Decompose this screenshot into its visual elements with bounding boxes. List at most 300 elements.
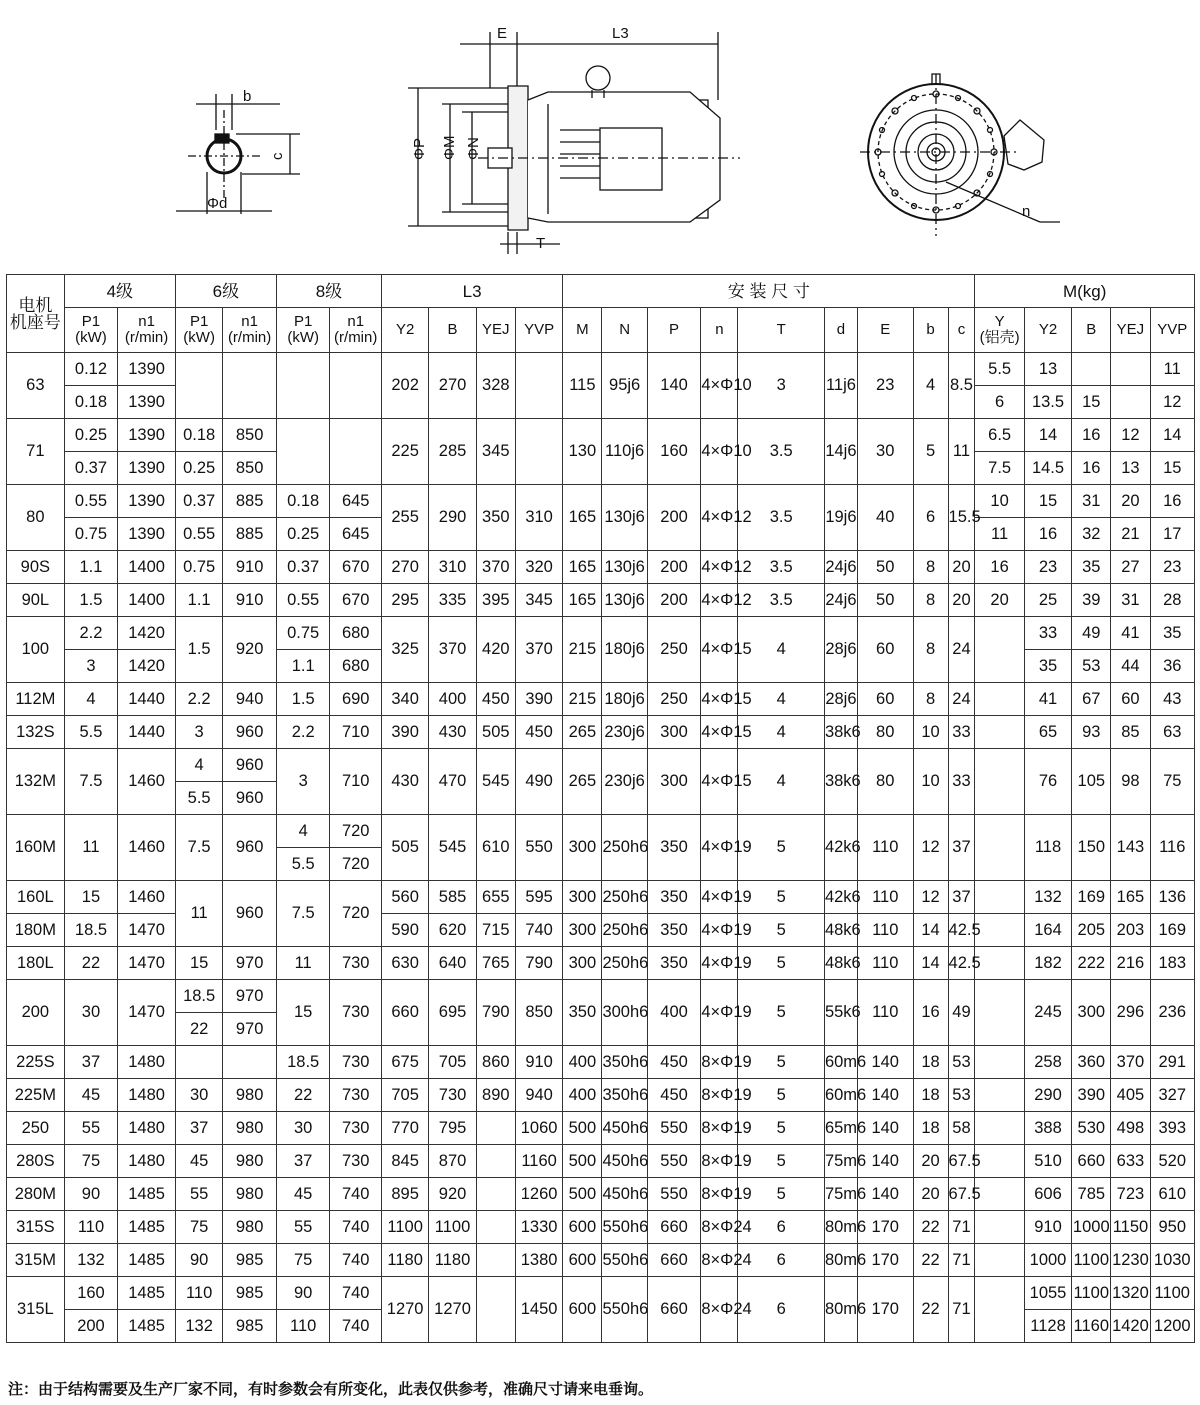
table-cell: 48k6 xyxy=(824,947,857,980)
table-cell: 730 xyxy=(330,980,382,1046)
table-cell: 450 xyxy=(647,1046,701,1079)
table-cell: 75 xyxy=(276,1244,330,1277)
front-n-label: n xyxy=(1022,203,1031,220)
side-L3-label: L3 xyxy=(612,25,629,42)
table-cell: 20 xyxy=(913,1145,948,1178)
table-cell: 105 xyxy=(1072,749,1111,815)
table-cell: 90 xyxy=(64,1178,118,1211)
table-cell: 165 xyxy=(563,551,602,584)
table-cell: 1390 xyxy=(118,518,176,551)
table-cell: 400 xyxy=(647,980,701,1046)
table-cell: 7.5 xyxy=(276,881,330,947)
table-cell: 1390 xyxy=(118,386,176,419)
table-cell: 110 xyxy=(857,980,913,1046)
table-cell: 236 xyxy=(1150,980,1195,1046)
table-cell: 300 xyxy=(1072,980,1111,1046)
table-cell: 165 xyxy=(563,485,602,551)
table-cell: 450h6 xyxy=(602,1178,647,1211)
table-cell: 80 xyxy=(857,716,913,749)
table-cell: 20 xyxy=(975,584,1024,617)
table-cell: 80m6 xyxy=(824,1277,857,1343)
table-cell: 180j6 xyxy=(602,683,647,716)
table-cell xyxy=(975,1178,1024,1211)
table-cell: 265 xyxy=(563,749,602,815)
table-cell: 38k6 xyxy=(824,749,857,815)
table-cell: 390 xyxy=(1072,1079,1111,1112)
table-cell: 230j6 xyxy=(602,716,647,749)
dim-p-header: P xyxy=(647,308,701,353)
table-cell: 370 xyxy=(476,551,515,584)
table-cell: 110 xyxy=(857,914,913,947)
frame-cell: 280S xyxy=(7,1145,65,1178)
table-cell: 95j6 xyxy=(602,353,647,419)
table-cell: 3.5 xyxy=(738,419,825,485)
table-cell: 1.1 xyxy=(64,551,118,584)
table-cell: 0.25 xyxy=(64,419,118,452)
table-cell: 2.2 xyxy=(64,617,118,650)
table-cell: 8 xyxy=(913,584,948,617)
table-cell: 1480 xyxy=(118,1046,176,1079)
table-cell: 660 xyxy=(647,1244,701,1277)
table-cell xyxy=(476,1211,515,1244)
table-cell: 550 xyxy=(647,1145,701,1178)
table-cell: 250h6 xyxy=(602,914,647,947)
table-cell xyxy=(975,980,1024,1046)
table-cell: 42.5 xyxy=(948,947,975,980)
table-cell: 200 xyxy=(647,584,701,617)
table-cell: 17 xyxy=(1150,518,1195,551)
table-cell: 11 xyxy=(64,815,118,881)
table-cell: 10 xyxy=(913,749,948,815)
table-cell: 985 xyxy=(223,1244,277,1277)
table-cell: 65 xyxy=(1024,716,1071,749)
table-cell: 940 xyxy=(515,1079,562,1112)
table-cell: 215 xyxy=(563,617,602,683)
table-cell: 6 xyxy=(738,1211,825,1244)
table-cell: 890 xyxy=(476,1079,515,1112)
table-cell: 300 xyxy=(563,947,602,980)
table-cell: 1480 xyxy=(118,1145,176,1178)
table-cell: 1400 xyxy=(118,551,176,584)
table-cell: 940 xyxy=(223,683,277,716)
table-cell: 285 xyxy=(429,419,476,485)
table-cell: 20 xyxy=(948,551,975,584)
table-cell: 1390 xyxy=(118,419,176,452)
table-cell: 11 xyxy=(276,947,330,980)
table-row xyxy=(7,881,1195,914)
table-cell: 370 xyxy=(515,617,562,683)
table-cell: 18.5 xyxy=(64,914,118,947)
table-cell: 910 xyxy=(515,1046,562,1079)
table-cell: 740 xyxy=(515,914,562,947)
table-cell: 885 xyxy=(223,485,277,518)
table-cell: 23 xyxy=(857,353,913,419)
table-cell: 130j6 xyxy=(602,584,647,617)
table-cell: 4×Φ15 xyxy=(701,716,738,749)
table-row xyxy=(7,947,1195,980)
table-cell: 1150 xyxy=(1111,1211,1150,1244)
table-cell: 245 xyxy=(1024,980,1071,1046)
table-cell: 90 xyxy=(276,1277,330,1310)
dim-m-header: M xyxy=(563,308,602,353)
table-cell: 33 xyxy=(1024,617,1071,650)
dim-d-header: d xyxy=(824,308,857,353)
table-cell: 910 xyxy=(223,551,277,584)
table-cell: 960 xyxy=(223,716,277,749)
table-cell: 22 xyxy=(276,1079,330,1112)
table-cell: 450 xyxy=(515,716,562,749)
table-cell: 50 xyxy=(857,551,913,584)
dim-holes-header: n xyxy=(701,308,738,353)
table-cell: 5 xyxy=(738,815,825,881)
table-cell: 15 xyxy=(64,881,118,914)
table-cell: 328 xyxy=(476,353,515,419)
frame-header: 电机 机座号 xyxy=(7,275,65,353)
table-cell: 980 xyxy=(223,1211,277,1244)
table-cell: 550h6 xyxy=(602,1244,647,1277)
table-cell: 710 xyxy=(330,716,382,749)
table-cell: 1485 xyxy=(118,1277,176,1310)
table-cell: 1420 xyxy=(118,617,176,650)
frame-cell: 180L xyxy=(7,947,65,980)
table-cell: 49 xyxy=(948,980,975,1046)
table-cell: 75 xyxy=(64,1145,118,1178)
table-cell: 500 xyxy=(563,1112,602,1145)
table-cell: 0.18 xyxy=(64,386,118,419)
table-cell: 18 xyxy=(913,1046,948,1079)
table-cell: 7.5 xyxy=(175,815,222,881)
table-cell xyxy=(975,749,1024,815)
table-cell: 170 xyxy=(857,1211,913,1244)
table-cell: 545 xyxy=(429,815,476,881)
table-cell: 723 xyxy=(1111,1178,1150,1211)
dim-c-header: c xyxy=(948,308,975,353)
l3-yvp-header: YVP xyxy=(515,308,562,353)
table-cell: 655 xyxy=(476,881,515,914)
table-cell: 0.75 xyxy=(276,617,330,650)
table-cell: 1260 xyxy=(515,1178,562,1211)
table-cell: 110 xyxy=(857,881,913,914)
table-cell: 720 xyxy=(330,881,382,947)
table-cell: 50 xyxy=(857,584,913,617)
table-cell: 3 xyxy=(738,353,825,419)
table-cell xyxy=(975,716,1024,749)
table-cell: 11 xyxy=(975,518,1024,551)
table-cell: 498 xyxy=(1111,1112,1150,1145)
table-cell: 1400 xyxy=(118,584,176,617)
table-cell: 23 xyxy=(1024,551,1071,584)
table-cell: 53 xyxy=(1072,650,1111,683)
table-cell: 550h6 xyxy=(602,1277,647,1343)
table-cell: 4 xyxy=(276,815,330,848)
table-cell: 765 xyxy=(476,947,515,980)
table-cell: 55 xyxy=(276,1211,330,1244)
table-cell: 300 xyxy=(563,815,602,881)
table-cell: 8×Φ19 xyxy=(701,1112,738,1145)
table-cell: 5 xyxy=(738,1046,825,1079)
table-cell: 1.1 xyxy=(276,650,330,683)
table-cell: 90 xyxy=(175,1244,222,1277)
frame-cell: 90L xyxy=(7,584,65,617)
side-P-label: ΦP xyxy=(411,138,428,160)
table-cell: 55k6 xyxy=(824,980,857,1046)
table-cell: 8×Φ24 xyxy=(701,1277,738,1343)
table-cell: 37 xyxy=(64,1046,118,1079)
table-cell: 740 xyxy=(330,1178,382,1211)
table-cell xyxy=(476,1145,515,1178)
table-cell: 45 xyxy=(64,1079,118,1112)
L3-header: L3 xyxy=(381,275,562,308)
table-cell: 4×Φ12 xyxy=(701,485,738,551)
table-cell: 405 xyxy=(1111,1079,1150,1112)
table-cell: 140 xyxy=(857,1079,913,1112)
table-cell xyxy=(975,1046,1024,1079)
n1-6-header: n1 (r/min) xyxy=(223,308,277,353)
table-cell: 1000 xyxy=(1024,1244,1071,1277)
table-cell: 13 xyxy=(1024,353,1071,386)
table-cell: 15.5 xyxy=(948,485,975,551)
table-cell: 960 xyxy=(223,881,277,947)
table-cell: 16 xyxy=(1072,419,1111,452)
table-cell: 5.5 xyxy=(175,782,222,815)
table-cell: 450h6 xyxy=(602,1145,647,1178)
table-cell: 500 xyxy=(563,1178,602,1211)
table-cell: 980 xyxy=(223,1079,277,1112)
table-cell: 6 xyxy=(738,1244,825,1277)
table-cell: 710 xyxy=(330,749,382,815)
table-cell: 0.55 xyxy=(276,584,330,617)
table-cell: 0.25 xyxy=(175,452,222,485)
table-cell: 24j6 xyxy=(824,551,857,584)
table-cell: 740 xyxy=(330,1244,382,1277)
table-cell: 645 xyxy=(330,518,382,551)
frame-cell: 315S xyxy=(7,1211,65,1244)
table-cell: 1128 xyxy=(1024,1310,1071,1343)
table-cell: 14.5 xyxy=(1024,452,1071,485)
table-cell: 5.5 xyxy=(64,716,118,749)
table-cell: 1440 xyxy=(118,716,176,749)
table-cell: 33 xyxy=(948,716,975,749)
table-cell: 2.2 xyxy=(175,683,222,716)
motor-spec-table xyxy=(6,274,1195,1343)
table-cell: 60 xyxy=(1111,683,1150,716)
table-cell: 250h6 xyxy=(602,947,647,980)
table-cell: 110 xyxy=(857,947,913,980)
side-T-label: T xyxy=(536,235,546,252)
table-cell: 510 xyxy=(1024,1145,1071,1178)
table-cell: 180j6 xyxy=(602,617,647,683)
table-cell: 14 xyxy=(1024,419,1071,452)
table-cell xyxy=(975,1079,1024,1112)
table-cell: 71 xyxy=(948,1244,975,1277)
table-cell: 300 xyxy=(647,749,701,815)
table-cell: 400 xyxy=(563,1046,602,1079)
table-cell: 4×Φ19 xyxy=(701,947,738,980)
table-cell: 1330 xyxy=(515,1211,562,1244)
table-cell: 55 xyxy=(175,1178,222,1211)
table-cell: 430 xyxy=(381,749,428,815)
table-cell: 960 xyxy=(223,782,277,815)
table-cell: 11 xyxy=(175,881,222,947)
table-cell xyxy=(975,1211,1024,1244)
table-cell: 1100 xyxy=(1072,1277,1111,1310)
table-cell: 545 xyxy=(476,749,515,815)
table-cell: 140 xyxy=(647,353,701,419)
side-N-label: ΦN xyxy=(465,137,482,160)
table-cell: 42k6 xyxy=(824,881,857,914)
table-cell: 4×Φ19 xyxy=(701,815,738,881)
table-cell: 950 xyxy=(1150,1211,1195,1244)
table-row xyxy=(7,716,1195,749)
table-cell: 270 xyxy=(381,551,428,584)
table-cell: 310 xyxy=(515,485,562,551)
p1-4-header: P1 (kW) xyxy=(64,308,118,353)
table-cell: 4 xyxy=(738,617,825,683)
table-cell: 42k6 xyxy=(824,815,857,881)
table-row xyxy=(7,815,1195,848)
table-cell: 230j6 xyxy=(602,749,647,815)
table-cell: 4×Φ19 xyxy=(701,881,738,914)
frame-cell: 280M xyxy=(7,1178,65,1211)
table-cell: 505 xyxy=(476,716,515,749)
table-cell: 13.5 xyxy=(1024,386,1071,419)
table-cell: 645 xyxy=(330,485,382,518)
table-cell: 0.12 xyxy=(64,353,118,386)
table-cell: 16 xyxy=(913,980,948,1046)
table-cell: 910 xyxy=(223,584,277,617)
table-cell: 585 xyxy=(429,881,476,914)
table-cell: 300 xyxy=(647,716,701,749)
table-cell: 250h6 xyxy=(602,815,647,881)
table-cell: 335 xyxy=(429,584,476,617)
table-cell: 45 xyxy=(276,1178,330,1211)
table-cell: 860 xyxy=(476,1046,515,1079)
table-row xyxy=(7,1145,1195,1178)
frame-cell: 132M xyxy=(7,749,65,815)
table-cell: 325 xyxy=(381,617,428,683)
side-E-label: E xyxy=(497,25,508,42)
table-cell: 42.5 xyxy=(948,914,975,947)
table-cell: 550h6 xyxy=(602,1211,647,1244)
table-cell xyxy=(975,914,1024,947)
table-cell: 1.5 xyxy=(175,617,222,683)
table-cell: 10 xyxy=(913,716,948,749)
table-row xyxy=(7,749,1195,782)
table-cell: 870 xyxy=(429,1145,476,1178)
table-cell: 8 xyxy=(913,551,948,584)
table-cell: 980 xyxy=(223,1145,277,1178)
mass-header: M(kg) xyxy=(975,275,1195,308)
table-cell: 600 xyxy=(563,1244,602,1277)
p1-8-header: P1 (kW) xyxy=(276,308,330,353)
frame-cell: 71 xyxy=(7,419,65,485)
table-cell: 24j6 xyxy=(824,584,857,617)
table-cell: 132 xyxy=(175,1310,222,1343)
l3-b-header: B xyxy=(429,308,476,353)
table-cell: 110 xyxy=(276,1310,330,1343)
table-cell: 44 xyxy=(1111,650,1150,683)
table-cell: 6 xyxy=(975,386,1024,419)
table-cell: 12 xyxy=(913,881,948,914)
frame-cell: 80 xyxy=(7,485,65,551)
table-cell: 1100 xyxy=(1072,1244,1111,1277)
side-M-label: ΦM xyxy=(441,135,458,160)
table-cell: 8 xyxy=(913,683,948,716)
table-cell: 1470 xyxy=(118,914,176,947)
table-cell: 610 xyxy=(476,815,515,881)
table-cell: 610 xyxy=(1150,1178,1195,1211)
table-cell: 130 xyxy=(563,419,602,485)
table-cell: 300 xyxy=(563,881,602,914)
table-cell: 0.37 xyxy=(64,452,118,485)
key-d-label: Φd xyxy=(207,195,228,212)
table-cell: 420 xyxy=(476,617,515,683)
table-cell: 8.5 xyxy=(948,353,975,419)
table-cell: 1390 xyxy=(118,353,176,386)
table-cell: 670 xyxy=(330,551,382,584)
table-cell: 20 xyxy=(913,1178,948,1211)
table-cell: 33 xyxy=(948,749,975,815)
table-cell: 1460 xyxy=(118,881,176,914)
table-cell: 136 xyxy=(1150,881,1195,914)
table-cell: 505 xyxy=(381,815,428,881)
table-cell: 920 xyxy=(429,1178,476,1211)
table-cell: 1485 xyxy=(118,1211,176,1244)
table-cell: 730 xyxy=(330,947,382,980)
table-cell: 1320 xyxy=(1111,1277,1150,1310)
table-cell: 1485 xyxy=(118,1244,176,1277)
table-cell: 200 xyxy=(647,485,701,551)
table-cell: 8×Φ19 xyxy=(701,1046,738,1079)
frame-cell: 112M xyxy=(7,683,65,716)
frame-cell: 160M xyxy=(7,815,65,881)
table-cell: 2.2 xyxy=(276,716,330,749)
table-cell: 160 xyxy=(647,419,701,485)
table-row xyxy=(7,1112,1195,1145)
table-cell: 32 xyxy=(1072,518,1111,551)
table-cell: 170 xyxy=(857,1244,913,1277)
key-c-label: c xyxy=(269,152,286,160)
table-cell: 660 xyxy=(647,1211,701,1244)
table-cell: 22 xyxy=(913,1277,948,1343)
table-cell: 1055 xyxy=(1024,1277,1071,1310)
table-cell: 790 xyxy=(476,980,515,1046)
table-cell: 49 xyxy=(1072,617,1111,650)
table-cell: 3 xyxy=(64,650,118,683)
n1-4-header: n1 (r/min) xyxy=(118,308,176,353)
table-cell: 350 xyxy=(647,914,701,947)
table-cell: 850 xyxy=(223,419,277,452)
table-cell: 1180 xyxy=(381,1244,428,1277)
table-cell: 250h6 xyxy=(602,881,647,914)
table-cell: 985 xyxy=(223,1277,277,1310)
table-cell: 5 xyxy=(738,980,825,1046)
table-cell xyxy=(276,353,330,419)
table-cell: 370 xyxy=(1111,1046,1150,1079)
table-cell: 110 xyxy=(175,1277,222,1310)
table-cell: 845 xyxy=(381,1145,428,1178)
table-cell: 75m6 xyxy=(824,1145,857,1178)
frame-cell: 160L xyxy=(7,881,65,914)
table-cell: 730 xyxy=(330,1079,382,1112)
table-cell: 345 xyxy=(476,419,515,485)
table-cell: 12 xyxy=(1150,386,1195,419)
table-cell: 327 xyxy=(1150,1079,1195,1112)
table-cell: 110 xyxy=(857,815,913,881)
table-cell xyxy=(223,1046,277,1079)
table-cell: 15 xyxy=(1072,386,1111,419)
table-cell: 1460 xyxy=(118,749,176,815)
